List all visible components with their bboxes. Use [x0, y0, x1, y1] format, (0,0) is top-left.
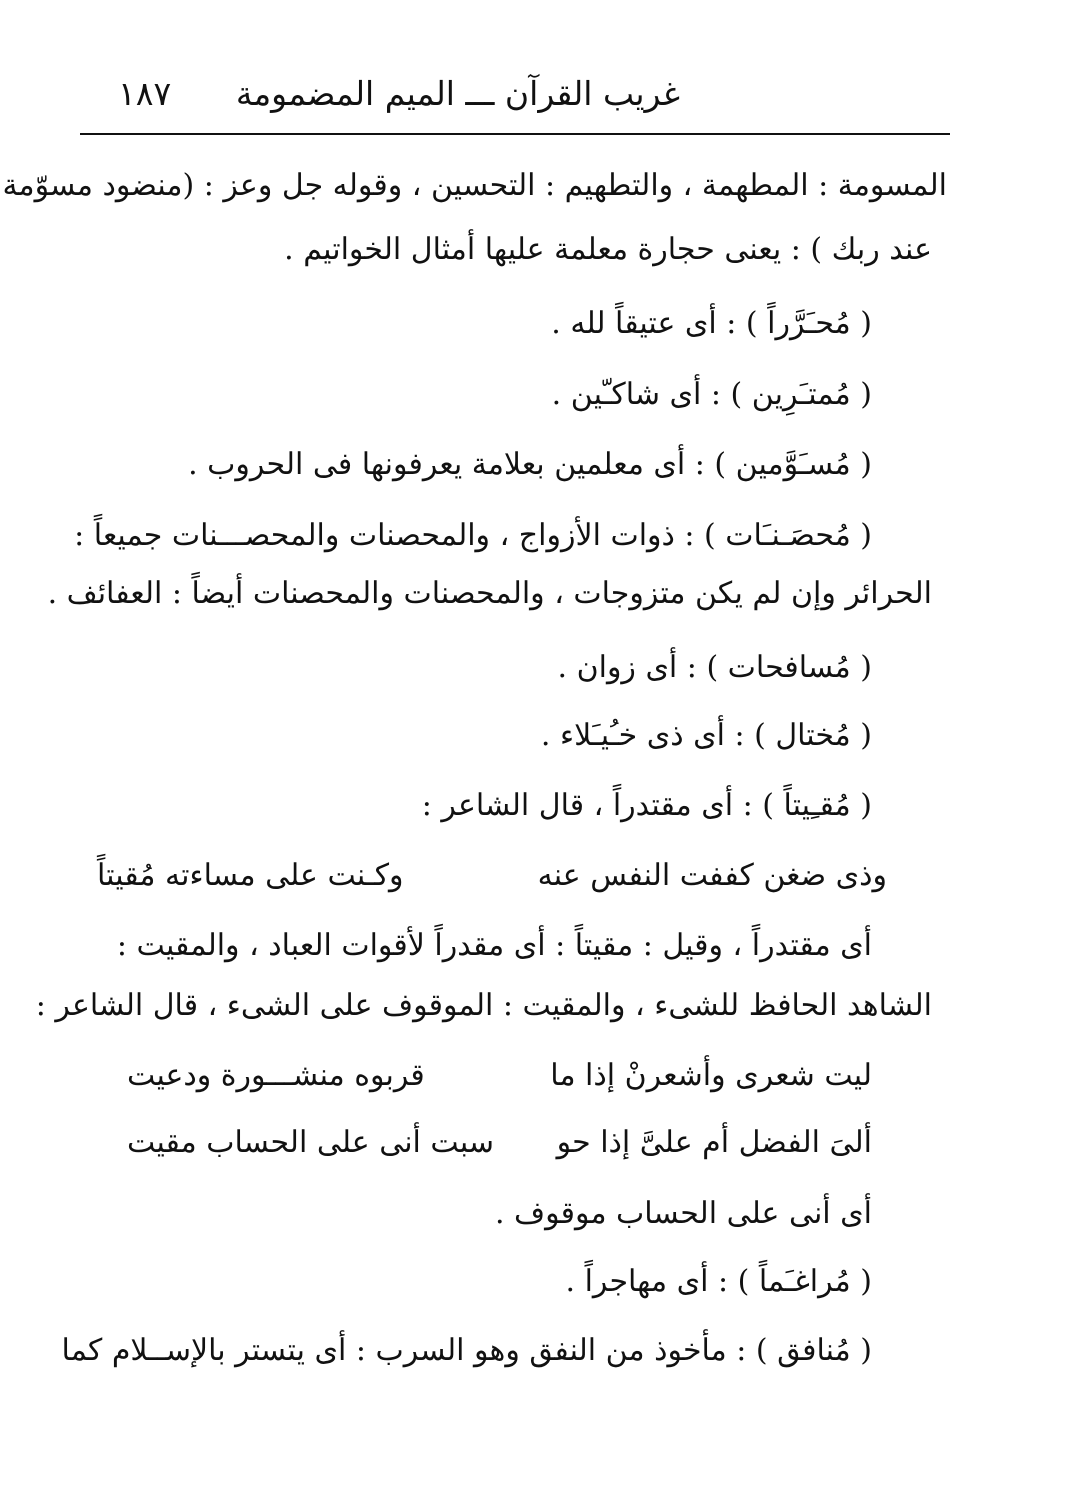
text-line: ( مُحـَرَّراً ) : أى عتيقاً لله .	[551, 306, 872, 341]
verse-hemistich-second: سبت أنى على الحساب مقيت	[127, 1125, 495, 1160]
text-line: ( مُراغـَماً ) : أى مهاجراً .	[565, 1264, 872, 1299]
text-line: ( مُسافحات ) : أى زوان .	[557, 650, 872, 685]
text-line: ( مُمتـَرِين ) : أى شاكـّين .	[551, 377, 872, 412]
text-line: أى مقتدراً ، وقيل : مقيتاً : أى مقدراً لأقوات العباد ، والمقيت :	[116, 928, 872, 963]
running-title: غريب القرآن ـــ الميم المضمومة	[235, 74, 680, 113]
verse-hemistich-first: ألىَ الفضل أم علىَّ إذا حو	[556, 1125, 872, 1160]
verse-hemistich-second: وكـنت على مساءته مُقيتاً	[97, 858, 404, 893]
text-line: المسومة : المطهمة ، والتطهيم : التحسين ، وقوله جل وعز : (منضود مسوّمة	[2, 168, 947, 203]
text-line: عند ربك ) : يعنى حجارة معلمة عليها أمثال الخواتيم .	[284, 232, 932, 267]
text-line: الشاهد الحافظ للشىء ، والمقيت : الموقوف على الشىء ، قال الشاعر :	[35, 988, 932, 1023]
verse-hemistich-second: قربوه منشـــورة ودعيت	[127, 1058, 425, 1093]
text-line: ( مُحصَـنـَات ) : ذوات الأزواج ، والمحصنات والمحصـــنات جميعاً :	[74, 518, 872, 553]
page-number: ١٨٧	[118, 74, 172, 113]
text-line: ( مُقـِيتاً ) : أى مقتدراً ، قال الشاعر :	[421, 788, 872, 823]
verse-line	[97, 858, 887, 902]
text-line: ( مُنافق ) : مأخوذ من النفق وهو السرب : أى يتستر بالإســلام كما	[61, 1333, 872, 1368]
header-rule	[80, 133, 950, 135]
text-line: ( مُسـَوَّمين ) : أى معلمين بعلامة يعرفونها فى الحروب .	[188, 447, 872, 482]
verse-hemistich-first: وذى ضغن كففت النفس عنه	[537, 858, 887, 893]
verse-line	[127, 1125, 872, 1169]
verse-line	[127, 1058, 872, 1102]
page-header	[80, 70, 950, 130]
text-line: الحرائر وإن لم يكن متزوجات ، والمحصنات والمحصنات أيضاً : العفائف .	[47, 576, 932, 611]
verse-hemistich-first: ليت شعرى وأشعرنْ إذا ما	[550, 1058, 872, 1093]
text-line: أى أنى على الحساب موقوف .	[494, 1196, 872, 1231]
text-line: ( مُختال ) : أى ذى خـُيـَلاء .	[540, 718, 872, 753]
